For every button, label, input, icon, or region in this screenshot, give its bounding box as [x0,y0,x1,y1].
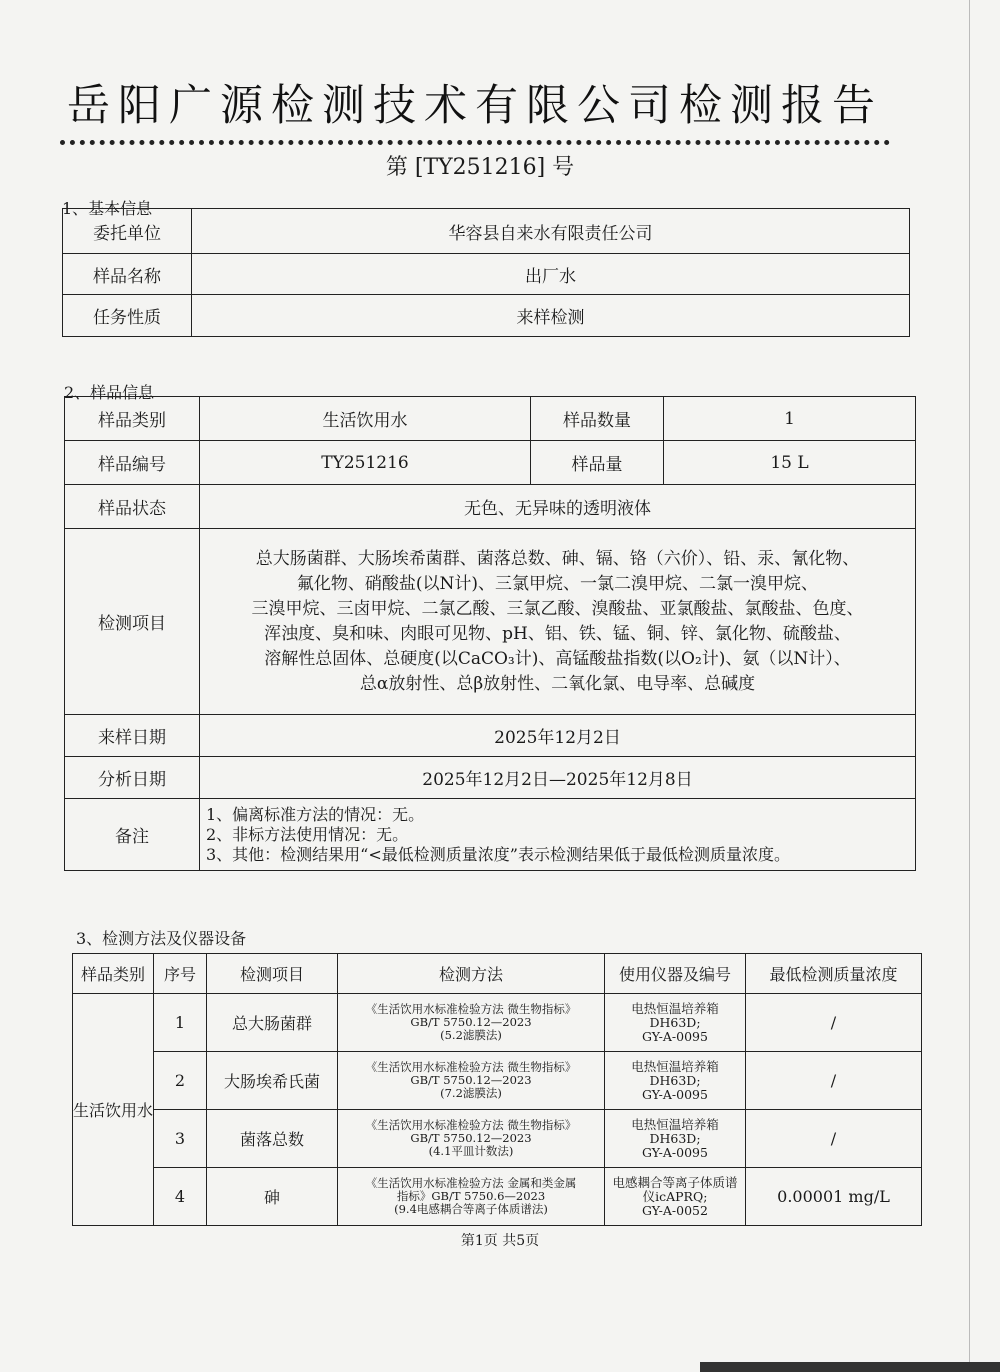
table-row [73,1052,922,1110]
row-method [338,1052,605,1110]
sample-category-label: 样品类别 [65,397,200,441]
method-line: GB/T 5750.12—2023 [410,1131,532,1145]
test-items-value [200,529,916,715]
row-instrument [605,1110,746,1168]
col-header-no: 序号 [154,954,207,994]
row-no: 4 [154,1168,207,1226]
report-number: 第 [TY251216] 号 [385,155,575,180]
section1-heading: 1、基本信息 [62,199,153,218]
test-items-line: 浑浊度、臭和味、肉眼可见物、pH、铝、铁、锰、铜、锌、氯化物、硫酸盐、 [264,623,851,644]
row-instrument [605,994,746,1052]
report-title: 岳阳广源检测技术有限公司检测报告 [67,81,883,131]
sample-code-label: 样品编号 [65,441,200,485]
method-line: (5.2滤膜法) [440,1028,502,1042]
row-min-conc: / [746,1052,922,1110]
sample-name-label: 样品名称 [63,254,192,295]
task-nature-value: 来样检测 [192,295,910,337]
notes-value [200,799,916,871]
row-item: 砷 [207,1168,338,1226]
method-line: GB/T 5750.12—2023 [410,1073,532,1087]
table-row [73,994,922,1052]
receive-date-label: 来样日期 [65,715,200,757]
method-line: (9.4电感耦合等离子体质谱法) [394,1202,548,1216]
receive-date-value: 2025年12月2日 [200,715,916,757]
row-method [338,1168,605,1226]
basic-info-table [62,208,910,337]
page-footer: 第1页 共5页 [460,1233,540,1249]
instrument-line: GY-A-0095 [642,1144,708,1160]
sample-amount-value: 15 L [664,441,916,485]
instrument-line: GY-A-0095 [642,1086,708,1102]
task-nature-label: 任务性质 [63,295,192,337]
analysis-date-label: 分析日期 [65,757,200,799]
instrument-line: GY-A-0052 [642,1202,708,1218]
method-line: 《生活饮用水标准检验方法 金属和类金属 [365,1176,577,1190]
instrument-line: 仪icAPRQ; [642,1188,708,1204]
instrument-line: DH63D; [649,1014,701,1030]
sample-info-table [64,396,916,871]
row-instrument [605,1168,746,1226]
analysis-date-value: 2025年12月2日—2025年12月8日 [200,757,916,799]
row-min-conc: 0.00001 mg/L [746,1168,922,1226]
section3-heading: 3、检测方法及仪器设备 [76,929,247,948]
methods-table [72,953,922,1226]
notes-label: 备注 [65,799,200,871]
instrument-line: DH63D; [649,1130,701,1146]
table-row [73,1168,922,1226]
note-line: 2、非标方法使用情况：无。 [206,824,409,844]
instrument-line: 电热恒温培养箱 [631,1116,719,1132]
instrument-line: GY-A-0095 [642,1028,708,1044]
row-method [338,994,605,1052]
category-cell: 生活饮用水 [73,994,154,1226]
row-item: 大肠埃希氏菌 [207,1052,338,1110]
sample-amount-label: 样品量 [531,441,664,485]
test-items-label: 检测项目 [65,529,200,715]
instrument-line: 电感耦合等离子体质谱 [612,1174,738,1190]
note-line: 1、偏离标准方法的情况：无。 [206,804,425,824]
client-value: 华容县自来水有限责任公司 [192,209,910,254]
instrument-line: 电热恒温培养箱 [631,1000,719,1016]
sample-name-value: 出厂水 [192,254,910,295]
method-line: 指标》GB/T 5750.6—2023 [396,1189,546,1203]
method-line: (7.2滤膜法) [440,1086,502,1100]
note-line: 3、其他：检测结果用“<最低检测质量浓度”表示检测结果低于最低检测质量浓度。 [206,844,790,864]
row-no: 3 [154,1110,207,1168]
col-header-min-conc: 最低检测质量浓度 [746,954,922,994]
bottom-edge-mark [700,1362,1000,1372]
col-header-instrument: 使用仪器及编号 [605,954,746,994]
row-no: 2 [154,1052,207,1110]
row-no: 1 [154,994,207,1052]
row-item: 菌落总数 [207,1110,338,1168]
sample-code-value: TY251216 [200,441,531,485]
row-min-conc: / [746,1110,922,1168]
method-line: 《生活饮用水标准检验方法 微生物指标》 [365,1060,577,1074]
col-header-category: 样品类别 [73,954,154,994]
section2-heading: 2、样品信息 [64,383,155,402]
test-items-line: 总α放射性、总β放射性、二氧化氯、电导率、总碱度 [359,673,756,694]
sample-qty-label: 样品数量 [531,397,664,441]
test-items-line: 总大肠菌群、大肠埃希菌群、菌落总数、砷、镉、铬（六价）、铅、汞、氰化物、 [255,548,860,569]
row-instrument [605,1052,746,1110]
method-line: (4.1平皿计数法) [428,1144,514,1158]
page-edge [969,0,970,1372]
method-line: 《生活饮用水标准检验方法 微生物指标》 [365,1118,577,1132]
sample-qty-value: 1 [664,397,916,441]
instrument-line: 电热恒温培养箱 [631,1058,719,1074]
col-header-method: 检测方法 [338,954,605,994]
sample-category-value: 生活饮用水 [200,397,531,441]
sample-state-label: 样品状态 [65,485,200,529]
test-items-line: 溶解性总固体、总硬度(以CaCO₃计)、高锰酸盐指数(以O₂计)、氨（以N计）、 [264,648,851,669]
instrument-line: DH63D; [649,1072,701,1088]
row-method [338,1110,605,1168]
table-row [73,1110,922,1168]
row-item: 总大肠菌群 [207,994,338,1052]
col-header-item: 检测项目 [207,954,338,994]
method-line: GB/T 5750.12—2023 [410,1015,532,1029]
sample-state-value: 无色、无异味的透明液体 [200,485,916,529]
row-min-conc: / [746,994,922,1052]
test-items-line: 三溴甲烷、三卤甲烷、二氯乙酸、三氯乙酸、溴酸盐、亚氯酸盐、氯酸盐、色度、 [251,598,864,619]
client-label: 委托单位 [63,209,192,254]
method-line: 《生活饮用水标准检验方法 微生物指标》 [365,1002,577,1016]
test-items-line: 氟化物、硝酸盐(以N计)、三氯甲烷、一氯二溴甲烷、二氯一溴甲烷、 [296,573,819,594]
